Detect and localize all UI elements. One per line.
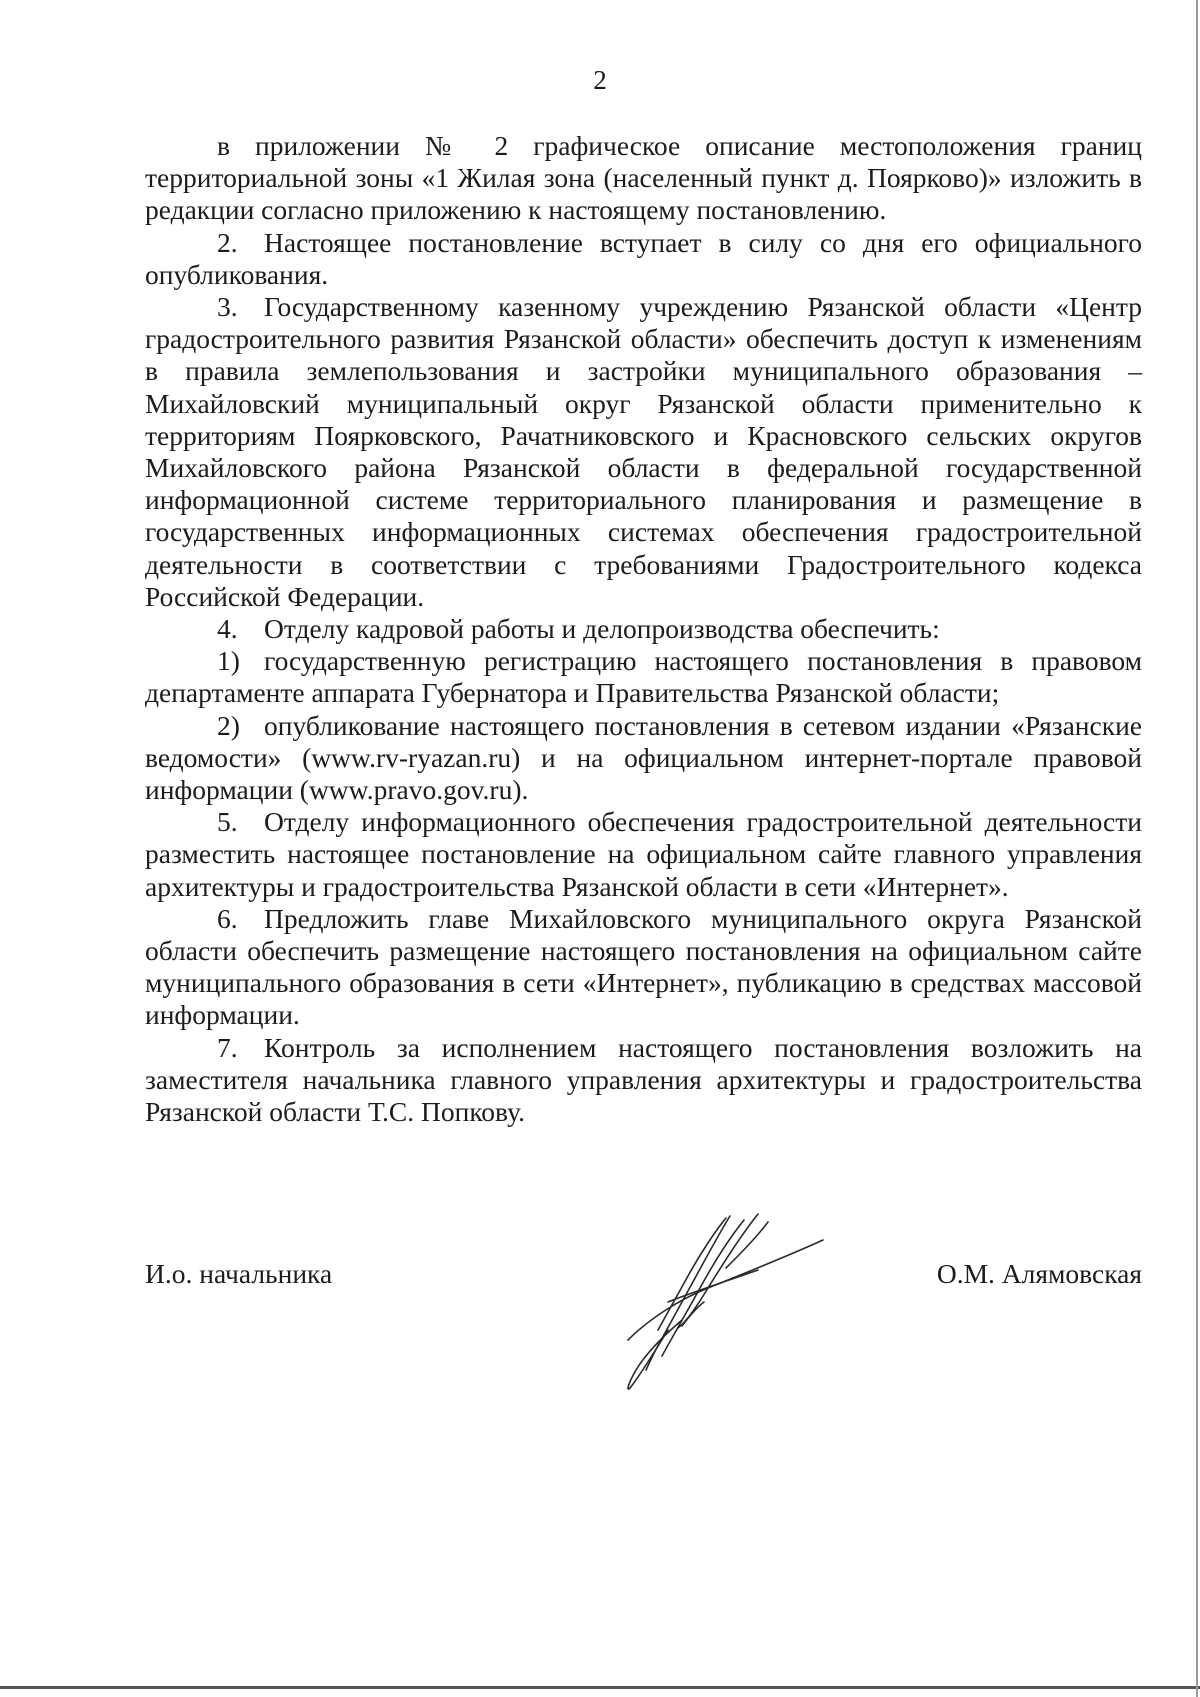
subparagraph-4-1 xyxy=(145,645,1142,709)
signatory-title: И.о. начальника xyxy=(145,1258,333,1289)
paragraph-text: Предложить главе Михайловского муниципального округа Рязанской области обеспечить размещение настоящего постановления на официальном сайте муниципального образования в сети «Интернет», публикацию в средствах массовой информации. xyxy=(145,902,1142,1031)
paragraph-text: Отделу кадровой работы и делопроизводства обеспечить: xyxy=(264,613,940,645)
paragraph-number: 3. xyxy=(217,291,238,323)
paragraph-text: Государственному казенному учреждению Рязанской области «Центр градостроительного развития Рязанской области» обеспечить доступ к изменениям в правила землепользования и застройки муниципального образования – Михайловский муниципальный округ Рязанской области применительно к территориям Поярковского, Рачатниковского и Красновского сельских округов Михайловского района Рязанской области в федеральной государственной информационной системе территориального планирования и размещение в государственных информационных системах обеспечения градостроительной деятельности в соответствии с требованиями Градостроительного кодекса Российской Федерации. xyxy=(145,291,1142,612)
paragraph-number: 6. xyxy=(217,902,238,934)
document-body xyxy=(145,130,1142,1128)
paragraph-number: 7. xyxy=(217,1031,238,1063)
subparagraph-4-2 xyxy=(145,710,1142,807)
page-number: 2 xyxy=(593,65,607,95)
paragraph-text: опубликование настоящего постановления в сетевом издании «Рязанские ведомости» (www.rv-ryazan.ru) и на официальном интернет-портале правовой информации (www.pravo.gov.ru). xyxy=(145,709,1142,806)
paragraph-number: 4. xyxy=(217,613,238,645)
handwritten-signature xyxy=(608,1210,838,1400)
paragraph-1-continuation xyxy=(145,130,1142,227)
paragraph-6 xyxy=(145,903,1142,1032)
paragraph-4 xyxy=(145,613,1142,645)
paragraph-text: Настоящее постановление вступает в силу со дня его официального опубликования. xyxy=(145,226,1142,290)
paragraph-text: Отделу информационного обеспечения градостроительной деятельности разместить настоящее постановление на официальном сайте главного управления архитектуры и градостроительства Рязанской области в сети «Интернет». xyxy=(145,806,1142,902)
bottom-scan-edge xyxy=(0,1686,1200,1689)
paragraph-3 xyxy=(145,291,1142,613)
paragraph-text: Контроль за исполнением настоящего постановления возложить на заместителя начальника главного управления архитектуры и градостроительства Рязанской области Т.С. Попкову. xyxy=(145,1031,1142,1128)
signatory-name: О.М. Алямовская xyxy=(936,1258,1142,1289)
paragraph-5 xyxy=(145,806,1142,903)
paragraph-2 xyxy=(145,227,1142,291)
paragraph-7 xyxy=(145,1032,1142,1129)
paragraph-number: 2) xyxy=(217,709,240,741)
right-scan-edge xyxy=(1196,0,1198,1697)
paragraph-text: в приложении № 2 графическое описание местоположения границ территориальной зоны «1 Жилая зона (населенный пункт д. Поярково)» изложить в редакции согласно приложению к настоящему постановлению. xyxy=(145,130,1142,226)
paragraph-number: 1) xyxy=(217,645,240,677)
paragraph-number: 5. xyxy=(217,806,238,838)
paragraph-text: государственную регистрацию настоящего постановления в правовом департаменте аппарата Губернатора и Правительства Рязанской области; xyxy=(145,645,1142,709)
paragraph-number: 2. xyxy=(217,226,238,258)
